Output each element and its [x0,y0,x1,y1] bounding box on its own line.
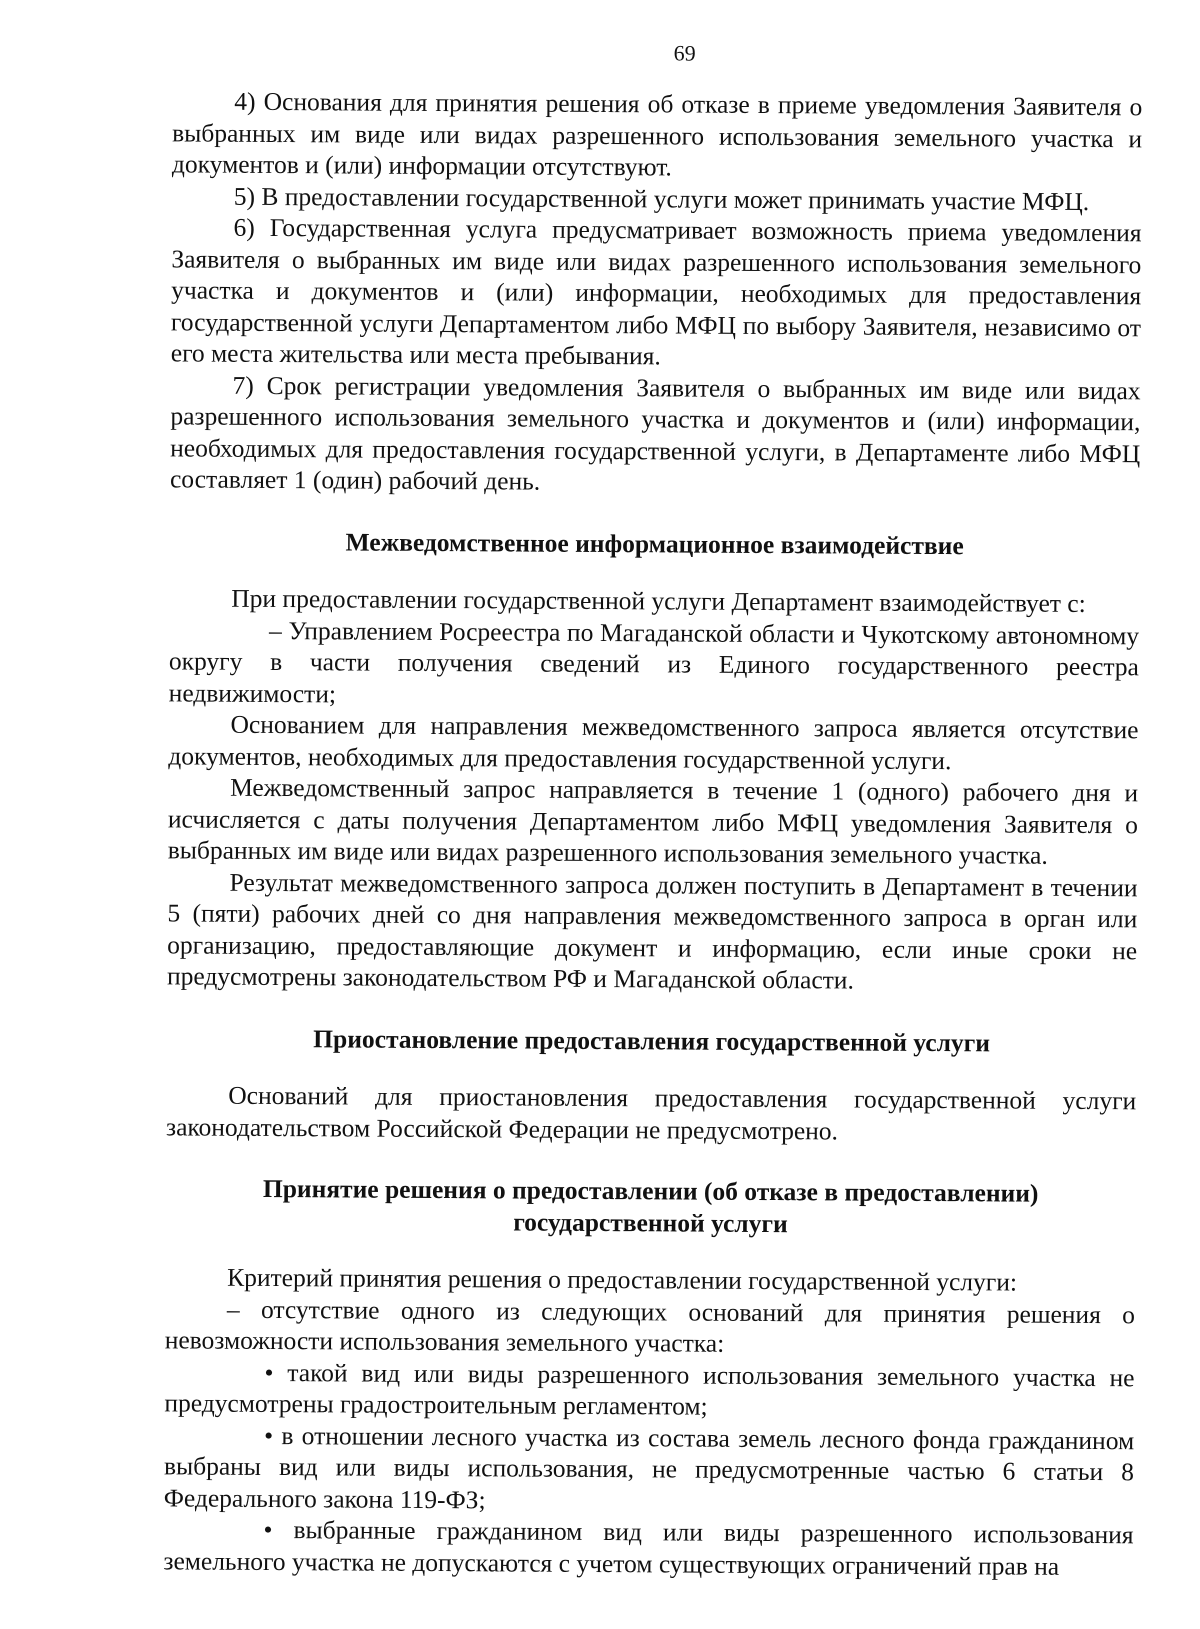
heading-suspension: Приостановление предоставления государственной услуги [313,1023,991,1057]
paragraph-suspension: Оснований для приостановления предоставления государственной услуги законодательством Российской Федерации не предусмотрено. [165,1080,1137,1145]
document-body [163,85,1142,1582]
paragraph-decision-dash-item: – отсутствие одного из следующих оснований для принятия решения о невозможности использования земельного участка: [164,1294,1136,1358]
paragraph-interagency-item: – Управлением Росреестра по Магаданской области и Чукотскому автономному округу в части получения сведений из Единого государственного реестра недвижимости; [168,615,1140,708]
paragraph-interagency-request: Межведомственный запрос направляется в течение 1 (одного) рабочего дня и исчисляется с даты получения Департаментом либо МФЦ уведомления Заявителя о выбранных им виде или видах разрешенного использования земельного участка. [167,772,1139,870]
heading-decision-line-1: Принятие решения о предоставлении (об отказе в предоставлении) [262,1173,1039,1208]
heading-decision-line-2: государственной услуги [513,1206,788,1238]
paragraph-interagency-result: Результат межведомственного запроса должен поступить в Департамент в течении 5 (пяти) рабочих дней со дня направления межведомственного запроса в орган или организацию, предоставляющие документ и информацию, если иные сроки не предусмотрены законодательством РФ и Магаданской области. [166,867,1138,995]
bullet-item: • в отношении лесного участка из состава земель лесного фонда гражданином выбраны вид или виды использования, не предусмотренные частью 6 статьи 8 Федерального закона 119-ФЗ; [164,1419,1135,1519]
paragraph-item-4: 4) Основания для принятия решения об отказе в приеме уведомления Заявителя о выбранных им виде или видах разрешенного использования земельного участка и документов и (или) информации отсутствуют. [171,86,1143,182]
paragraph-interagency-intro: При предоставлении государственной услуги Департамент взаимодействует с: [231,583,1086,618]
bullet-item: • выбранные гражданином вид или виды разрешенного использования земельного участка не допускаются с учетом существующих ограничений прав на [163,1513,1133,1582]
heading-interagency: Межведомственное информационное взаимодействие [345,526,964,560]
paragraph-item-5: 5) В предоставлении государственной услуги может принимать участие МФЦ. [233,181,1090,216]
paragraph-interagency-basis: Основанием для направления межведомственного запроса является отсутствие документов, необходимых для предоставления государственной услуги. [168,709,1139,775]
bullet-item: • такой вид или виды разрешенного использования земельного участка не предусмотрены градостроительным регламентом; [164,1356,1134,1425]
paragraph-item-6: 6) Государственная услуга предусматривает возможность приема уведомления Заявителя о выбранных им виде или видах разрешенного использования земельного участка и документов и (или) информации, необходимых для предоставления государственной услуги Департаментом либо МФЦ по выбору Заявителя, независимо от его места жительства или места пребывания. [170,212,1142,371]
page-number: 69 [673,40,696,66]
paragraph-item-7: 7) Срок регистрации уведомления Заявителя о выбранных им виде или видах разрешенного использования земельного участка и документов и (или) информации, необходимых для предоставления государственной услуги, в Департаменте либо МФЦ составляет 1 (один) рабочий день. [169,370,1141,496]
paragraph-decision-criterion: Критерий принятия решения о предоставлении государственной услуги: [227,1262,1018,1297]
